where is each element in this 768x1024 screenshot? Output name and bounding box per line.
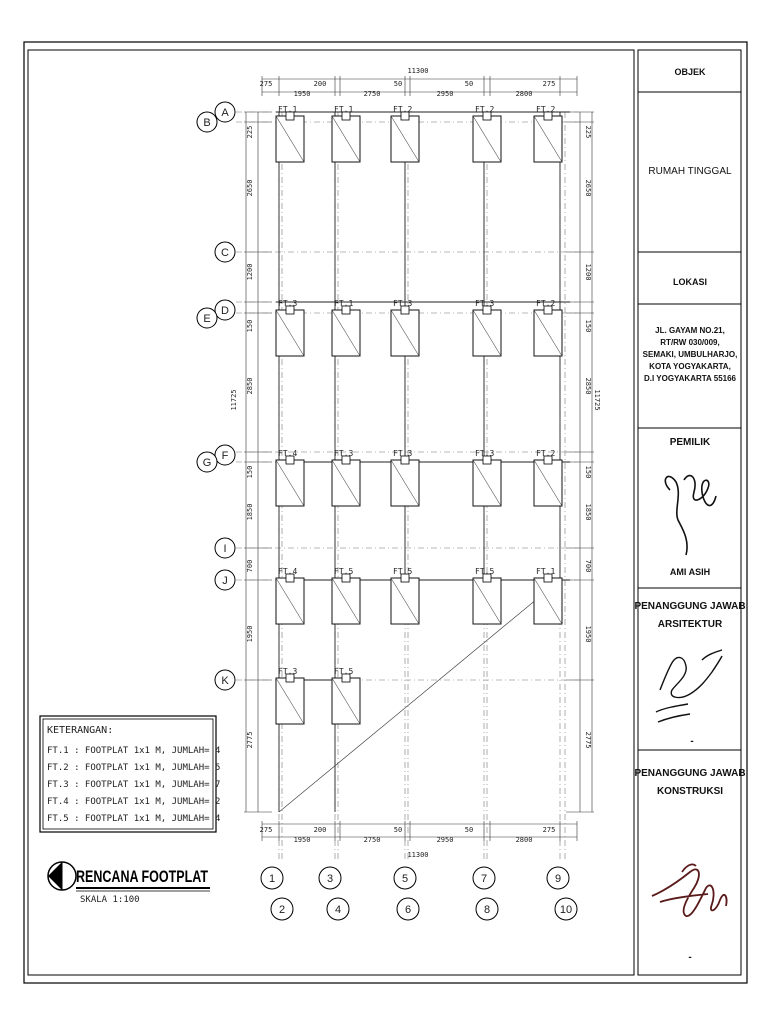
section-marker-fill xyxy=(48,862,62,890)
row-grid-label: B xyxy=(203,117,211,129)
overall-height-right: 11725 xyxy=(593,389,601,411)
konstruksi-label: KONSTRUKSI xyxy=(656,786,724,797)
engineer-signature xyxy=(652,864,727,916)
column-grid-label: 8 xyxy=(483,904,491,916)
row-grid-label: F xyxy=(221,450,229,462)
footplat-plan xyxy=(197,76,594,920)
top-dimension-label: 50 xyxy=(393,80,403,88)
legend-item: FT.4 : FOOTPLAT 1x1 M, JUMLAH= 2 xyxy=(47,797,221,807)
pemilik-label: PEMILIK xyxy=(669,437,711,448)
inner-frame xyxy=(28,50,634,975)
address-line: RT/RW 030/009, xyxy=(660,338,720,347)
right-dimension-label: 2850 xyxy=(584,377,592,395)
left-dimension-label: 1950 xyxy=(246,625,254,643)
legend-item: FT.3 : FOOTPLAT 1x1 M, JUMLAH= 7 xyxy=(47,780,221,790)
column-grid-label: 7 xyxy=(480,873,488,885)
column-grid-label: 9 xyxy=(554,873,562,885)
architect-signature xyxy=(656,650,722,722)
address-line: KOTA YOGYAKARTA, xyxy=(649,362,731,371)
address-line: SEMAKI, UMBULHARJO, xyxy=(642,350,738,359)
column-grid-label: 3 xyxy=(326,873,334,885)
column-grid-label: 6 xyxy=(404,904,412,916)
footing-label: FT.2 xyxy=(475,105,495,114)
arsitektur-mark: - xyxy=(690,736,694,747)
footing-label: FT.3 xyxy=(393,449,413,458)
row-grid-label: K xyxy=(221,675,229,687)
arsitektur-label: PENANGGUNG JAWAB xyxy=(634,601,746,612)
title-block-dividers xyxy=(638,92,741,750)
address-line: JL. GAYAM NO.21, xyxy=(655,326,725,335)
left-dimension-label: 225 xyxy=(246,125,254,139)
plan-title: RENCANA FOOTPLAT xyxy=(76,867,209,886)
left-dimension-label: 1850 xyxy=(246,503,254,521)
left-dimension-label: 1200 xyxy=(246,263,254,281)
address-line: D.I YOGYAKARTA 55166 xyxy=(643,374,737,383)
left-dimension-label: 700 xyxy=(246,559,254,573)
footing-label: FT.4 xyxy=(278,449,298,458)
footing-label: FT.3 xyxy=(278,299,298,308)
footing-label: FT.5 xyxy=(334,667,354,676)
overall-width-bottom: 11300 xyxy=(407,851,429,859)
footing-label: FT.1 xyxy=(536,567,556,576)
bottom-dimension-label: 275 xyxy=(542,826,556,834)
top-dimension-label: 2800 xyxy=(515,90,533,98)
arsitektur-label: ARSITEKTUR xyxy=(657,619,723,630)
plan-scale: SKALA 1:100 xyxy=(80,895,140,905)
legend-item: FT.2 : FOOTPLAT 1x1 M, JUMLAH= 5 xyxy=(47,763,221,773)
bottom-dimension-label: 275 xyxy=(259,826,273,834)
column-grid-label: 4 xyxy=(334,904,342,916)
bottom-dimension-label: 200 xyxy=(313,826,327,834)
row-grid-label: J xyxy=(222,575,228,587)
top-dimension-label: 2750 xyxy=(363,90,381,98)
top-dimension-label: 200 xyxy=(313,80,327,88)
top-dimension-label: 275 xyxy=(542,80,556,88)
bottom-dimension-label: 50 xyxy=(393,826,403,834)
footing-label: FT.3 xyxy=(334,449,354,458)
row-grid-label: I xyxy=(223,543,227,555)
footing-label: FT.5 xyxy=(334,567,354,576)
owner-signature xyxy=(665,476,716,555)
footing-label: FT.5 xyxy=(475,567,495,576)
overall-height-left: 11725 xyxy=(230,389,238,411)
footing-label: FT.4 xyxy=(278,567,298,576)
footing-label: FT.1 xyxy=(334,299,354,308)
right-dimension-label: 150 xyxy=(584,319,592,333)
row-grid-label: C xyxy=(221,247,229,259)
left-dimension-label: 2850 xyxy=(246,377,254,395)
legend-box xyxy=(40,716,220,832)
right-dimension-label: 150 xyxy=(584,465,592,479)
row-grid-label: A xyxy=(221,107,229,119)
legend-item: FT.5 : FOOTPLAT 1x1 M, JUMLAH= 4 xyxy=(47,814,221,824)
footing-label: FT.2 xyxy=(393,105,413,114)
row-grid-label: E xyxy=(203,313,211,325)
legend-item: FT.1 : FOOTPLAT 1x1 M, JUMLAH= 4 xyxy=(47,746,221,756)
title-block-frame xyxy=(638,50,741,975)
row-grid-label: G xyxy=(202,457,212,469)
bottom-dimension-label: 1950 xyxy=(293,836,311,844)
footing-label: FT.5 xyxy=(393,567,413,576)
top-dimension-label: 50 xyxy=(464,80,474,88)
left-dimension-label: 2775 xyxy=(246,731,254,749)
konstruksi-mark: - xyxy=(688,952,692,963)
bottom-dimension-label: 2800 xyxy=(515,836,533,844)
right-dimension-label: 225 xyxy=(584,125,592,139)
footing-label: FT.3 xyxy=(475,299,495,308)
column-grid-label: 5 xyxy=(401,873,409,885)
right-dimension-label: 1950 xyxy=(584,625,592,643)
bottom-dimension-label: 2750 xyxy=(363,836,381,844)
top-dimension-label: 275 xyxy=(259,80,273,88)
footing-label: FT.1 xyxy=(334,105,354,114)
left-dimension-label: 150 xyxy=(246,465,254,479)
bottom-dimension-label: 50 xyxy=(464,826,474,834)
footing-label: FT.2 xyxy=(536,299,556,308)
bottom-dimension-label: 2950 xyxy=(436,836,454,844)
right-dimension-label: 2650 xyxy=(584,179,592,197)
footing-label: FT.2 xyxy=(536,105,556,114)
right-dimension-label: 1200 xyxy=(584,263,592,281)
outer-frame xyxy=(24,42,747,983)
right-dimension-label: 700 xyxy=(584,559,592,573)
column-grid-label: 10 xyxy=(559,904,573,916)
row-grid-label: D xyxy=(221,305,229,317)
lokasi-label: LOKASI xyxy=(672,277,708,287)
top-dimension-label: 2950 xyxy=(436,90,454,98)
pemilik-name: AMI ASIH xyxy=(669,567,711,577)
top-dimension-label: 1950 xyxy=(293,90,311,98)
column-grid-label: 1 xyxy=(268,873,276,885)
footing-label: FT.3 xyxy=(278,667,298,676)
column-grid-label: 2 xyxy=(278,904,286,916)
objek-value: RUMAH TINGGAL xyxy=(648,166,732,177)
address-block xyxy=(643,326,738,383)
overall-width-top: 11300 xyxy=(407,67,429,75)
plan-title-block xyxy=(48,862,210,905)
objek-label: OBJEK xyxy=(674,67,706,77)
footing-label: FT.2 xyxy=(536,449,556,458)
footing-label: FT.3 xyxy=(393,299,413,308)
konstruksi-label: PENANGGUNG JAWAB xyxy=(634,768,746,779)
left-dimension-label: 150 xyxy=(246,319,254,333)
left-dimension-label: 2650 xyxy=(246,179,254,197)
footing-label: FT.3 xyxy=(475,449,495,458)
right-dimension-label: 2775 xyxy=(584,731,592,749)
footing-label: FT.1 xyxy=(278,105,298,114)
legend-title: KETERANGAN: xyxy=(47,725,114,736)
right-dimension-label: 1850 xyxy=(584,503,592,521)
